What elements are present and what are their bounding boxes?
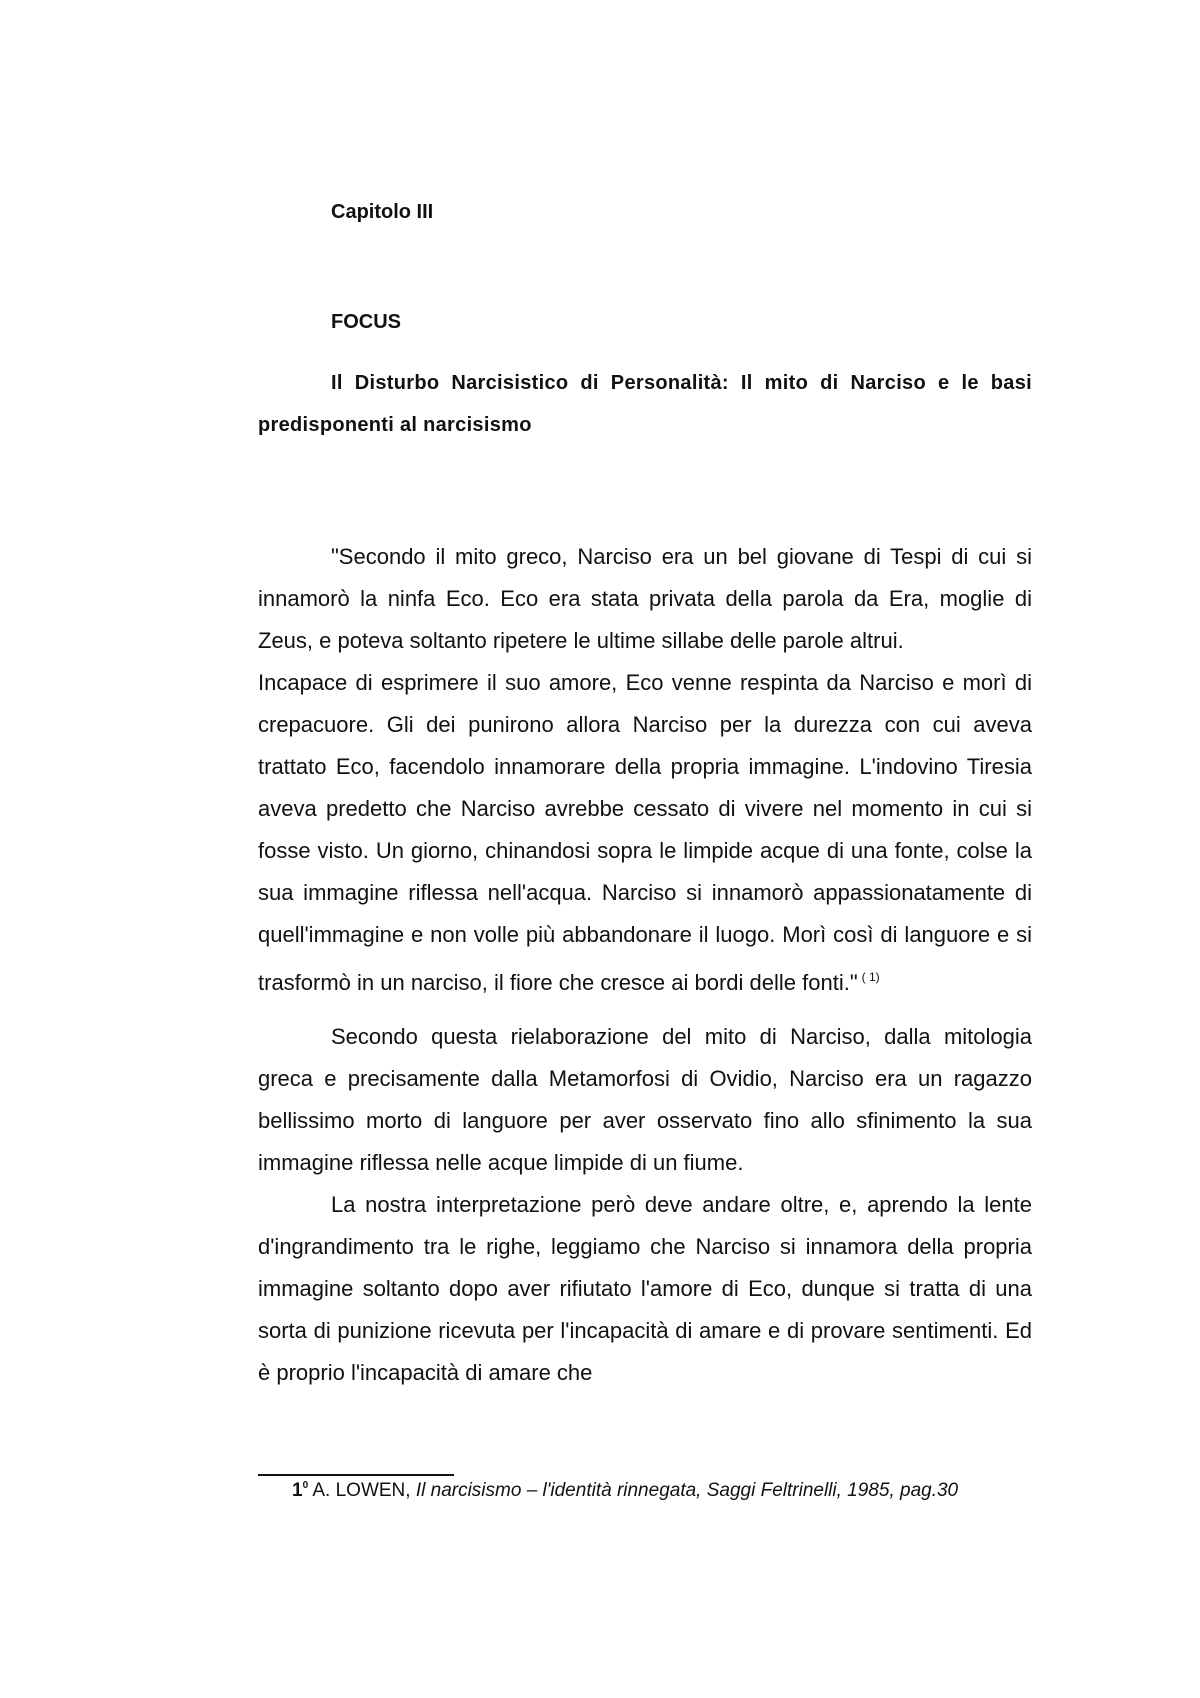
section-title: Il Disturbo Narcisistico di Personalità: Il mito di Narciso e le basi predisponenti al narcisismo [258,372,1032,436]
paragraph-quote-1: "Secondo il mito greco, Narciso era un bel giovane di Tespi di cui si innamorò la ninfa Eco. Eco era stata privata della parola da Era, moglie di Zeus, e poteva soltanto ripetere le ultime sillabe delle parole altrui. [258,544,1032,653]
footnote-number-sup: 0 [302,1480,309,1491]
footnote-number-main: 1 [292,1480,303,1501]
focus-heading: FOCUS [331,311,401,333]
paragraph-3: Secondo questa rielaborazione del mito di Narciso, dalla mitologia greca e precisamente dalla Metamorfosi di Ovidio, Narciso era un ragazzo bellissimo morto di languore per aver osservato fino allo sfinimento la sua immagine riflessa nelle acque limpide di un fiume. [258,1024,1032,1175]
paragraph-quote-2-text: Incapace di esprimere il suo amore, Eco venne respinta da Narciso e morì di crepacuore. Gli dei punirono allora Narciso per la durezza con cui aveva trattato Eco, facendolo innamorare della propria immagine. L'indovino Tiresia aveva predetto che Narciso avrebbe cessato di vivere nel momento in cui si fosse visto. Un giorno, chinandosi sopra le limpide acque di una fonte, colse la sua immagine riflessa nell'acqua. Narciso si innamorò appassionatamente di quell'immagine e non volle più abbandonare il luogo. Morì così di languore e si trasformò in un narciso, il fiore che cresce ai bordi delle fonti." [258,670,1032,995]
footnote-reference: ( 1) [861,970,880,984]
footnote-author: A. LOWEN, [308,1480,416,1501]
footnote-title: Il narcisismo – l'identità rinnegata, Saggi Feltrinelli, 1985, pag.30 [415,1480,959,1501]
footnote-number [292,1480,308,1501]
footnote [292,1480,958,1502]
paragraph-quote-2 [258,662,1032,1004]
body-text [258,536,1032,1394]
paragraph-4: La nostra interpretazione però deve andare oltre, e, aprendo la lente d'ingrandimento tra le righe, leggiamo che Narciso si innamora della propria immagine soltanto dopo aver rifiutato l'amore di Eco, dunque si tratta di una sorta di punizione ricevuta per l'incapacità di amare e di provare sentimenti. Ed è proprio l'incapacità di amare che [258,1192,1032,1385]
footnote-separator [258,1474,454,1476]
chapter-heading: Capitolo III [331,201,434,223]
